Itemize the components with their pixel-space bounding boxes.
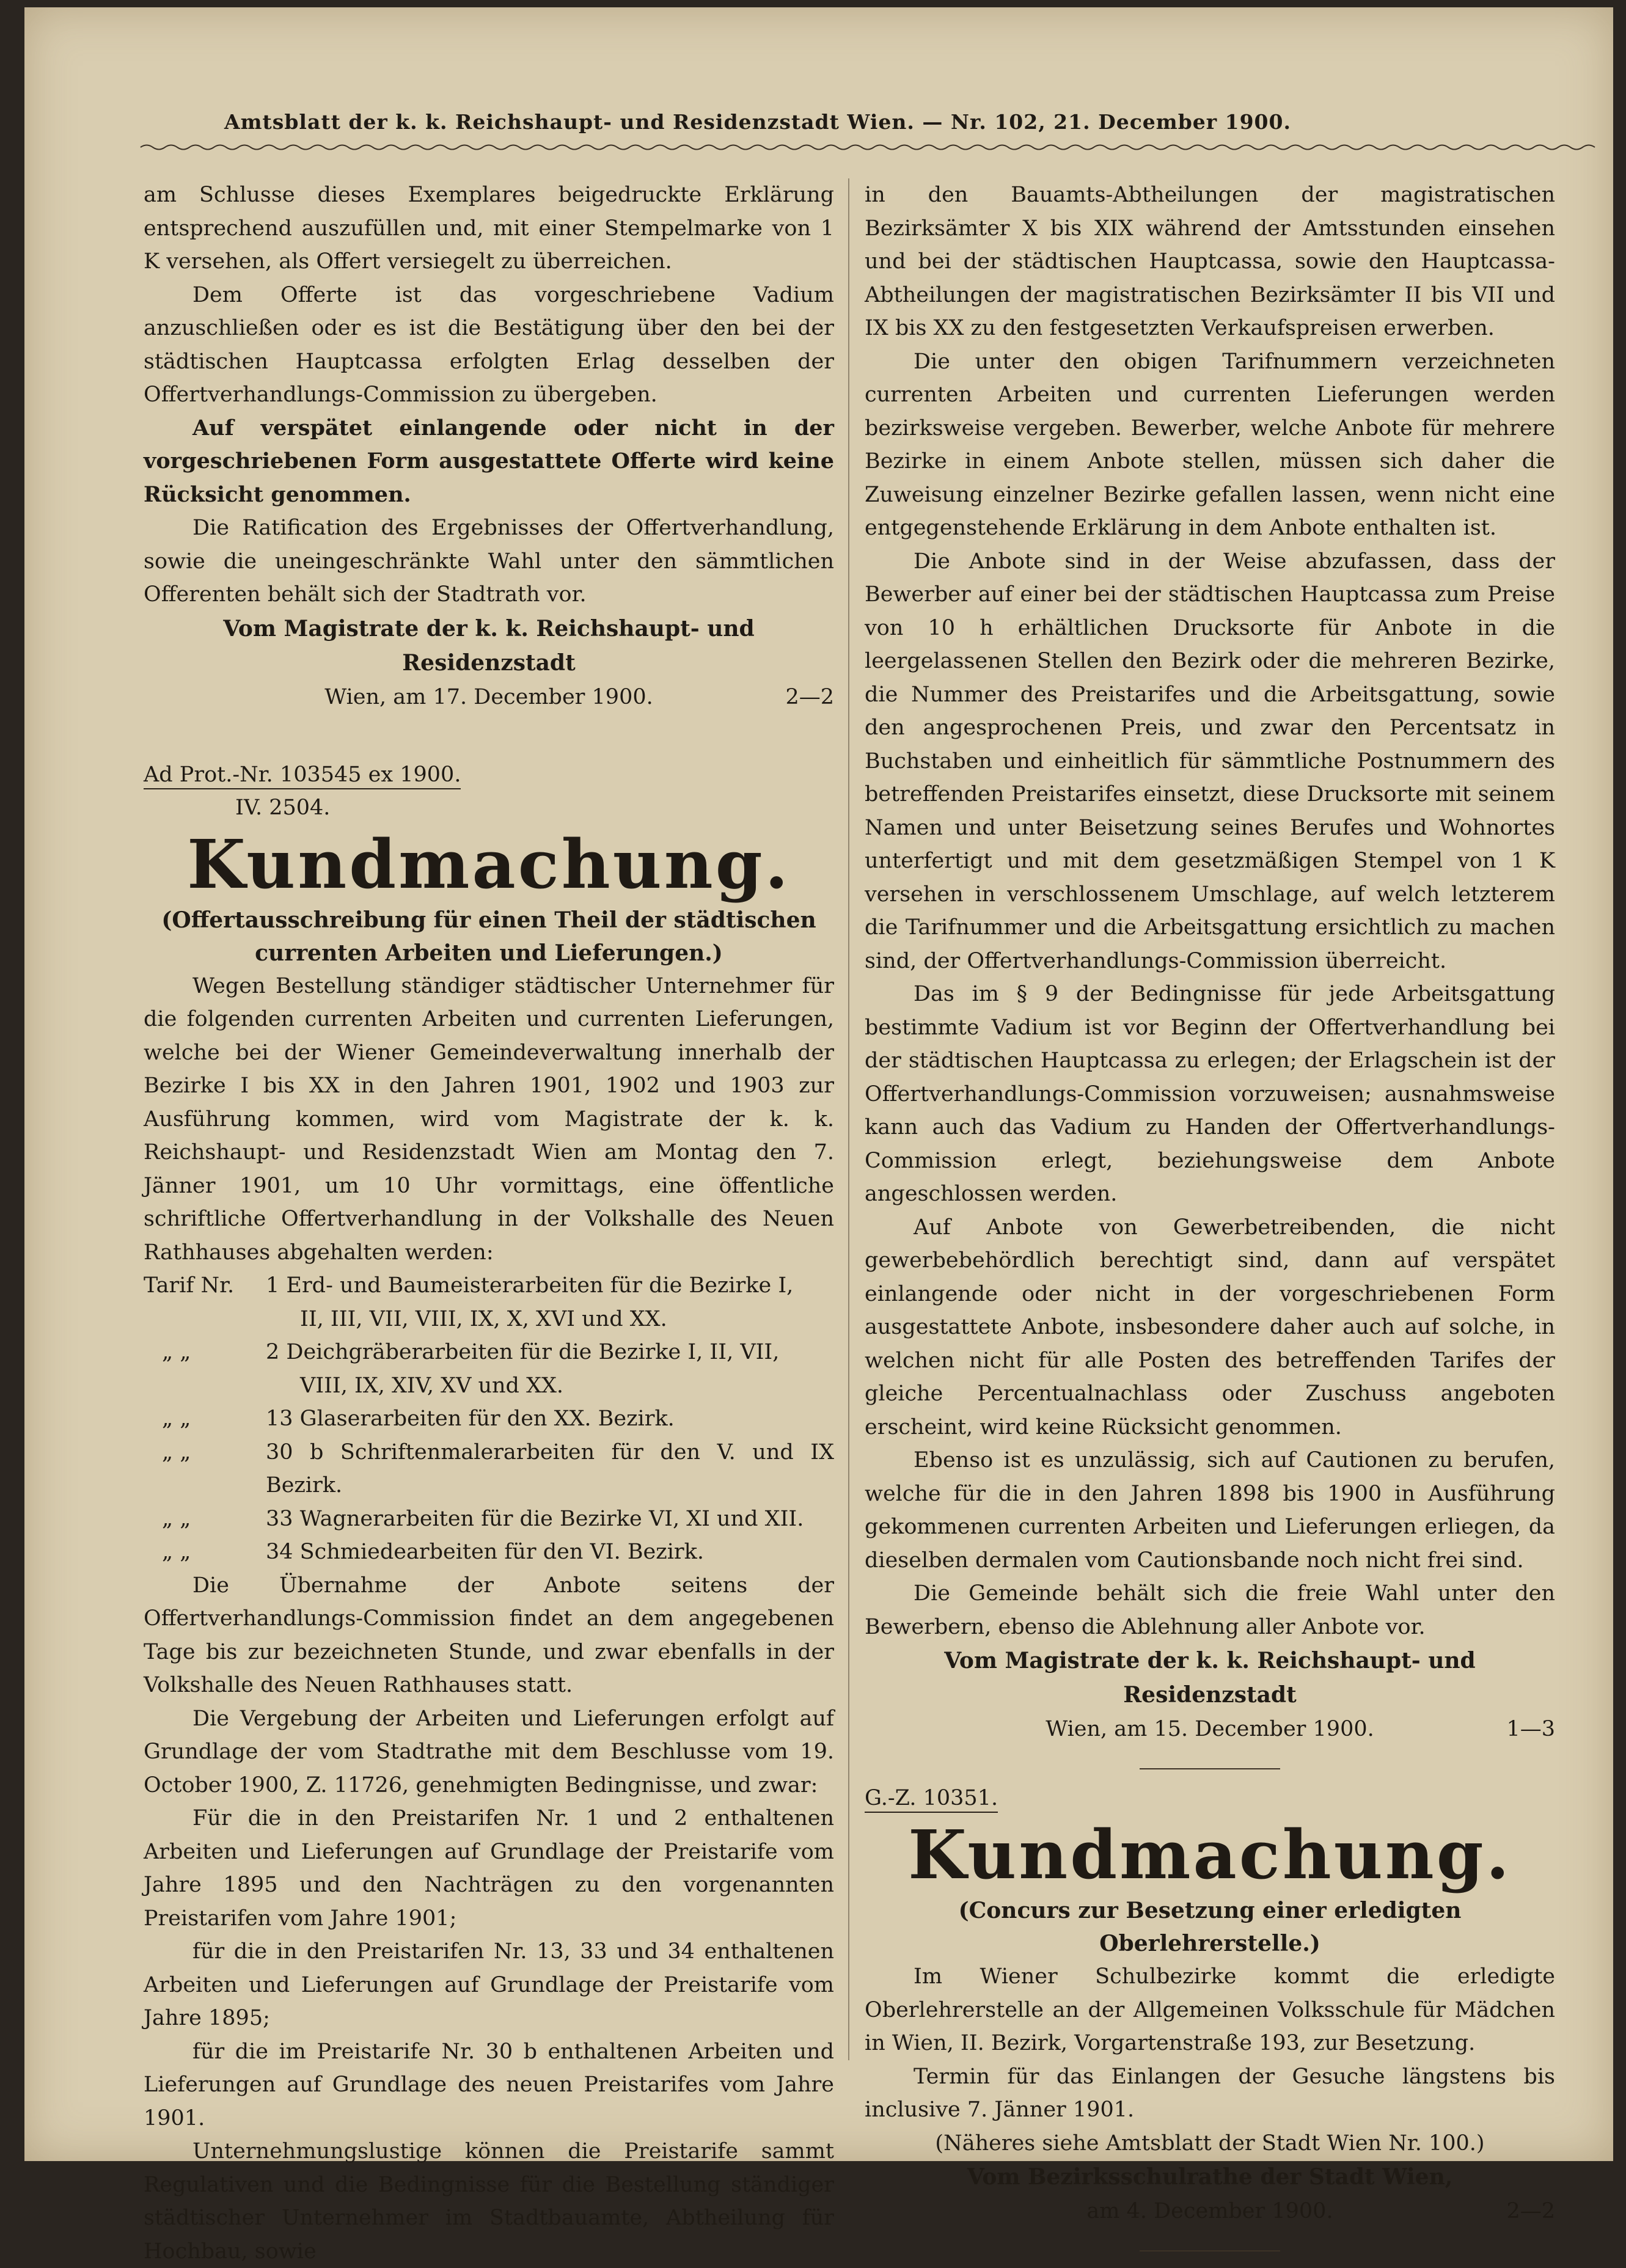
tarif-item xyxy=(144,1502,834,1536)
reference-number xyxy=(865,1782,1555,1815)
right-column xyxy=(865,178,1555,2264)
tarif-item xyxy=(144,1402,834,1436)
tarif-item xyxy=(144,1336,834,1369)
paragraph: in den Bauamts-Abtheilungen der magistratischen Bezirksämter X bis XIX während der Amtsstunden einsehen und bei der städtischen Hauptcassa, sowie den Hauptcassa-Abtheilungen der magistratischen Bezirksämter II bis VII und IX bis XX zu den festgesetzten Verkaufspreisen erwerben. xyxy=(865,183,1555,340)
paragraph: Dem Offerte ist das vorgeschriebene Vadium anzuschließen oder es ist die Bestätigung über den bei der städtischen Hauptcassa erfolgten Erlag desselben der Offertverhandlungs-Commission zu übergeben. xyxy=(144,282,834,407)
paragraph: Ebenso ist es unzulässig, sich auf Cautionen zu berufen, welche für die in den Jahren 1898 bis 1900 in Ausführung gekommenen currenten Arbeiten und Lieferungen erliegen, da dieselben dermalen vom Cautionsbande noch nicht frei sind. xyxy=(865,1448,1555,1573)
paragraph: Das im § 9 der Bedingnisse für jede Arbeitsgattung bestimmte Vadium ist vor Beginn der Offertverhandlung bei der städtischen Hauptcassa zu erlegen; der Erlagschein ist der Offertverhandlungs-Commission vorzuweisen; ausnahmsweise kann auch das Vadium zu Handen der Offertverhandlungs-Commission erlegt, beziehungsweise dem Anbote angeschlossen werden. xyxy=(865,982,1555,1206)
paragraph: Die Übernahme der Anbote seitens der Offertverhandlungs-Commission findet an dem angegebenen Tage bis zur bezeichneten Stunde, und zwar ebenfalls in der Volkshalle des Neuen Rathhauses statt. xyxy=(144,1573,834,1697)
tarif-continuation: VIII, IX, XIV, XV und XX. xyxy=(300,1373,564,1398)
reference-line-1: G.-Z. 10351. xyxy=(865,1786,998,1813)
wavy-rule xyxy=(141,142,1595,153)
tarif-text: 34 Schmiedearbeiten für den VI. Bezirk. xyxy=(266,1540,704,1564)
reference-line-2: IV. 2504. xyxy=(235,795,331,820)
tarif-text: 30 b Schriftenmalerarbeiten für den V. und IX Bezirk. xyxy=(266,1439,834,1498)
left-column xyxy=(144,178,834,2268)
date-text: Wien, am 15. December 1900. xyxy=(1046,1717,1374,1741)
signature-line: Vom Magistrate der k. k. Reichshaupt- und Residenzstadt xyxy=(223,615,755,676)
tarif-item xyxy=(144,1269,834,1303)
paragraph: am Schlusse dieses Exemplares beigedruckte Erklärung entsprechend auszufüllen und, mit einer Stempelmarke von 1 K versehen, als Offert versiegelt zu überreichen. xyxy=(144,183,834,274)
date-line xyxy=(144,680,834,714)
signature-line: Vom Bezirksschulrathe der Stadt Wien, xyxy=(967,2164,1453,2190)
paragraph: Die Anbote sind in der Weise abzufassen, dass der Bewerber auf einer bei der städtischen Hauptcassa zum Preise von 10 h erhältlichen Drucksorte für Anbote in die leergelassenen Stellen den Bezirk oder die mehreren Bezirke, die Nummer des Preistarifes und die Arbeitsgattung, sowie den angesprochenen Preis, und zwar den Percentsatz in Buchstaben und einheitlich für sämmtliche Postnummern des betreffenden Preistarifes einsetzt, diese Drucksorte mit seinem Namen und unter Beisetzung seines Berufes und Wohnortes unterfertigt und mit dem gesetzmäßigen Stempel von 1 K versehen in verschlossenem Umschlage, auf welch letzterem die Tarifnummer und die Arbeitsgattung ersichtlich zu machen sind, der Offertverhandlungs-Commission überreicht. xyxy=(865,549,1555,973)
paragraph: für die im Preistarife Nr. 30 b enthaltenen Arbeiten und Lieferungen auf Grundlage des neuen Preistarifes vom Jahre 1901. xyxy=(144,2039,834,2131)
paragraph: Für die in den Preistarifen Nr. 1 und 2 enthaltenen Arbeiten und Lieferungen auf Grundlage der Preistarife vom Jahre 1895 und den Nachträgen zu den vorgenannten Preistarifen vom Jahre 1901; xyxy=(144,1806,834,1931)
issue-count: 1—3 xyxy=(1506,1717,1555,1741)
tarif-text: 2 Deichgräberarbeiten für die Bezirke I, II, VII, xyxy=(266,1340,780,1364)
paragraph: Wegen Bestellung ständiger städtischer Unternehmer für die folgenden currenten Arbeiten und currenten Lieferungen, welche bei der Wiener Gemeindeverwaltung innerhalb der Bezirke I bis XX in den Jahren 1901, 1902 und 1903 zur Ausführung kommen, wird vom Magistrate der k. k. Reichshaupt- und Residenzstadt Wien am Montag den 7. Jänner 1901, um 10 Uhr vormittags, eine öffentliche schriftliche Offertverhandlung in der Volkshalle des Neuen Rathhauses abgehalten werden: xyxy=(144,973,834,1265)
tarif-continuation: II, III, VII, VIII, IX, X, XVI und XX. xyxy=(300,1306,667,1331)
paragraph: Die Ratification des Ergebnisses der Offertverhandlung, sowie die uneingeschränkte Wahl unter den sämmtlichen Offerenten behält sich der Stadtrath vor. xyxy=(144,516,834,607)
notice-subtitle: (Concurs zur Besetzung einer erledigten Oberlehrerstelle.) xyxy=(958,1898,1462,1956)
tarif-label: „ „ xyxy=(162,1540,191,1564)
tarif-label: Tarif Nr. xyxy=(144,1273,235,1298)
paragraph: Die Gemeinde behält sich die freie Wahl unter den Bewerbern, ebenso die Ablehnung aller Anbote vor. xyxy=(865,1581,1555,1639)
date-text: Wien, am 17. December 1900. xyxy=(324,684,653,709)
paragraph-note: (Näheres siehe Amtsblatt der Stadt Wien Nr. 100.) xyxy=(935,2131,1485,2156)
paragraph: für die in den Preistarifen Nr. 13, 33 und 34 enthaltenen Arbeiten und Lieferungen auf Grundlage der Preistarife vom Jahre 1895; xyxy=(144,1939,834,2030)
tarif-label: „ „ xyxy=(162,1439,191,1465)
newspaper-page xyxy=(24,7,1613,2264)
date-line xyxy=(865,2194,1555,2228)
tarif-label: „ „ xyxy=(162,1407,191,1431)
paragraph: Unternehmungslustige können die Preistarife sammt Regulativen und die Bedingnisse für die Bestellung ständiger städtischer Unternehmer im Stadtbauamte, Abtheilung für Hochbau, sowie xyxy=(144,2139,834,2264)
issue-count: 2—2 xyxy=(785,684,834,709)
running-head: Amtsblatt der k. k. Reichshaupt- und Residenzstadt Wien. — Nr. 102, 21. December 1900. xyxy=(224,110,1291,134)
section-rule xyxy=(1140,2250,1280,2252)
column-divider xyxy=(848,178,849,2060)
tarif-label: „ „ xyxy=(162,1506,191,1531)
tarif-item xyxy=(144,1535,834,1569)
paragraph: Die unter den obigen Tarifnummern verzeichneten currenten Arbeiten und currenten Lieferungen werden bezirksweise vergeben. Bewerber, welche Anbote für mehrere Bezirke in einem Anbote stellen, müssen sich daher die Zuweisung einzelner Bezirke gefallen lassen, wenn nicht eine entgegenstehende Erklärung in dem Anbote enthalten ist. xyxy=(865,349,1555,540)
tarif-text: 33 Wagnerarbeiten für die Bezirke VI, XI und XII. xyxy=(266,1506,804,1531)
date-line xyxy=(865,1712,1555,1746)
reference-line-1: Ad Prot.-Nr. 103545 ex 1900. xyxy=(144,763,461,789)
tarif-text: 1 Erd- und Baumeisterarbeiten für die Bezirke I, xyxy=(266,1273,794,1298)
date-text: am 4. December 1900. xyxy=(1086,2199,1333,2223)
tarif-list xyxy=(144,1269,834,1569)
tarif-label: „ „ xyxy=(162,1340,191,1364)
section-rule xyxy=(1140,1768,1280,1769)
tarif-item xyxy=(144,1436,834,1502)
paragraph: Im Wiener Schulbezirke kommt die erledigte Oberlehrerstelle an der Allgemeinen Volksschule für Mädchen in Wien, II. Bezirk, Vorgartenstraße 193, zur Besetzung. xyxy=(865,1964,1555,2055)
reference-number xyxy=(144,758,834,791)
paragraph: Auf Anbote von Gewerbetreibenden, die nicht gewerbebehördlich berechtigt sind, dann auf verspätet einlangende oder nicht in der vorgeschriebenen Form ausgestattete Anbote, insbesondere daher auch auf solche, in welchen nicht für alle Posten des betreffenden Tarifes der gleiche Percentualnachlass oder Zuschuss angeboten erscheint, wird keine Rücksicht genommen. xyxy=(865,1215,1555,1439)
tarif-text: 13 Glaserarbeiten für den XX. Bezirk. xyxy=(266,1407,675,1431)
issue-count: 2—2 xyxy=(1506,2199,1555,2223)
paragraph-bold: Auf verspätet einlangende oder nicht in der vorgeschriebenen Form ausgestattete Offerte wird keine Rücksicht genommen. xyxy=(144,415,834,507)
notice-subtitle: (Offertausschreibung für einen Theil der städtischen currenten Arbeiten und Lieferungen.) xyxy=(161,907,816,966)
paragraph: Die Vergebung der Arbeiten und Lieferungen erfolgt auf Grundlage der vom Stadtrathe mit dem Beschlusse vom 19. October 1900, Z. 11726, genehmigten Bedingnisse, und zwar: xyxy=(144,1706,834,1798)
paragraph: Termin für das Einlangen der Gesuche längstens bis inclusive 7. Jänner 1901. xyxy=(865,2064,1555,2122)
notice-title: Kundmachung. xyxy=(908,1815,1512,1894)
signature-line: Vom Magistrate der k. k. Reichshaupt- und Residenzstadt xyxy=(944,1648,1476,1708)
notice-title: Kundmachung. xyxy=(187,824,791,904)
